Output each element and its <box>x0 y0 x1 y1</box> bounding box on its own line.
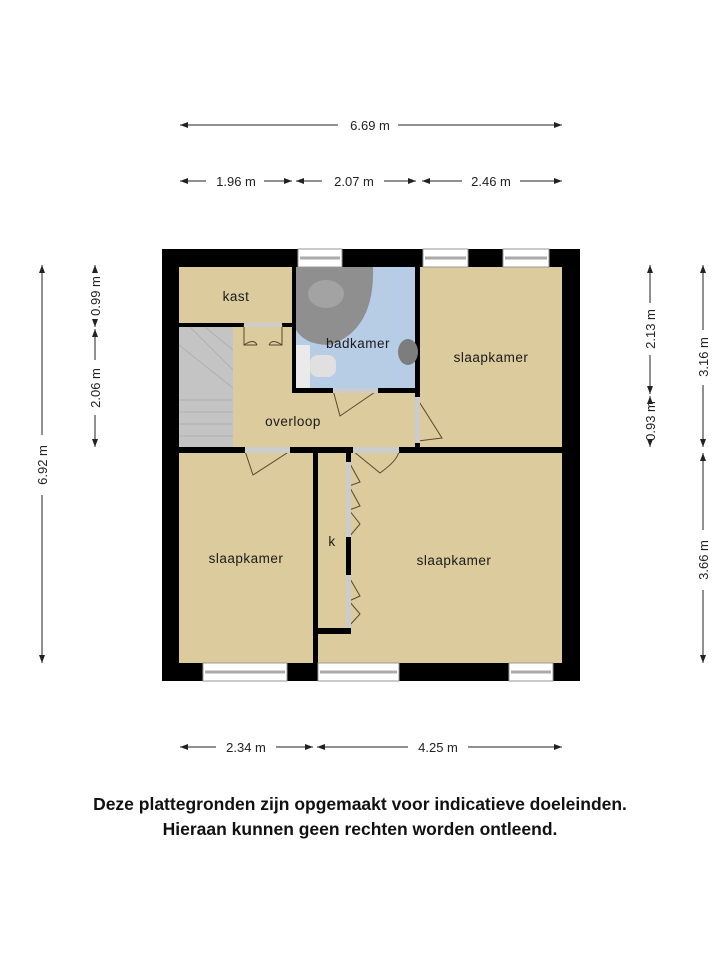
dim-bottom-2: 4.25 m <box>418 740 458 755</box>
dim-left-1: 0.99 m <box>88 276 103 316</box>
dim-top-2: 2.07 m <box>334 174 374 189</box>
dim-bottom-1: 2.34 m <box>226 740 266 755</box>
dim-top-3: 2.46 m <box>471 174 511 189</box>
shower-icon <box>296 345 310 388</box>
label-kast: kast <box>222 289 250 304</box>
disclaimer-line-2: Hieraan kunnen geen rechten worden ontleend. <box>162 819 558 839</box>
label-k: k <box>328 534 336 549</box>
label-slaapkamer-ne: slaapkamer <box>453 350 529 365</box>
label-badkamer: badkamer <box>325 336 391 351</box>
sink-icon <box>398 339 418 365</box>
disclaimer-line-1: Deze plattegronden zijn opgemaakt voor indicatieve doeleinden. <box>93 794 627 814</box>
dim-left-2: 2.06 m <box>88 368 103 408</box>
bathtub-basin-icon <box>308 280 344 308</box>
dim-right-outer-1: 3.16 m <box>696 337 711 377</box>
dim-right-inner-2: 0.93 m <box>643 401 658 441</box>
label-slaapkamer-sw: slaapkamer <box>208 551 284 566</box>
label-overloop: overloop <box>265 414 321 429</box>
toilet-icon <box>310 355 336 377</box>
dim-top-1: 1.96 m <box>216 174 256 189</box>
label-slaapkamer-se: slaapkamer <box>416 553 492 568</box>
dim-total-height: 6.92 m <box>35 445 50 485</box>
stairs <box>179 327 233 447</box>
dim-right-outer-2: 3.66 m <box>696 540 711 580</box>
dim-right-inner-1: 2.13 m <box>643 309 658 349</box>
dim-total-width: 6.69 m <box>350 118 390 133</box>
